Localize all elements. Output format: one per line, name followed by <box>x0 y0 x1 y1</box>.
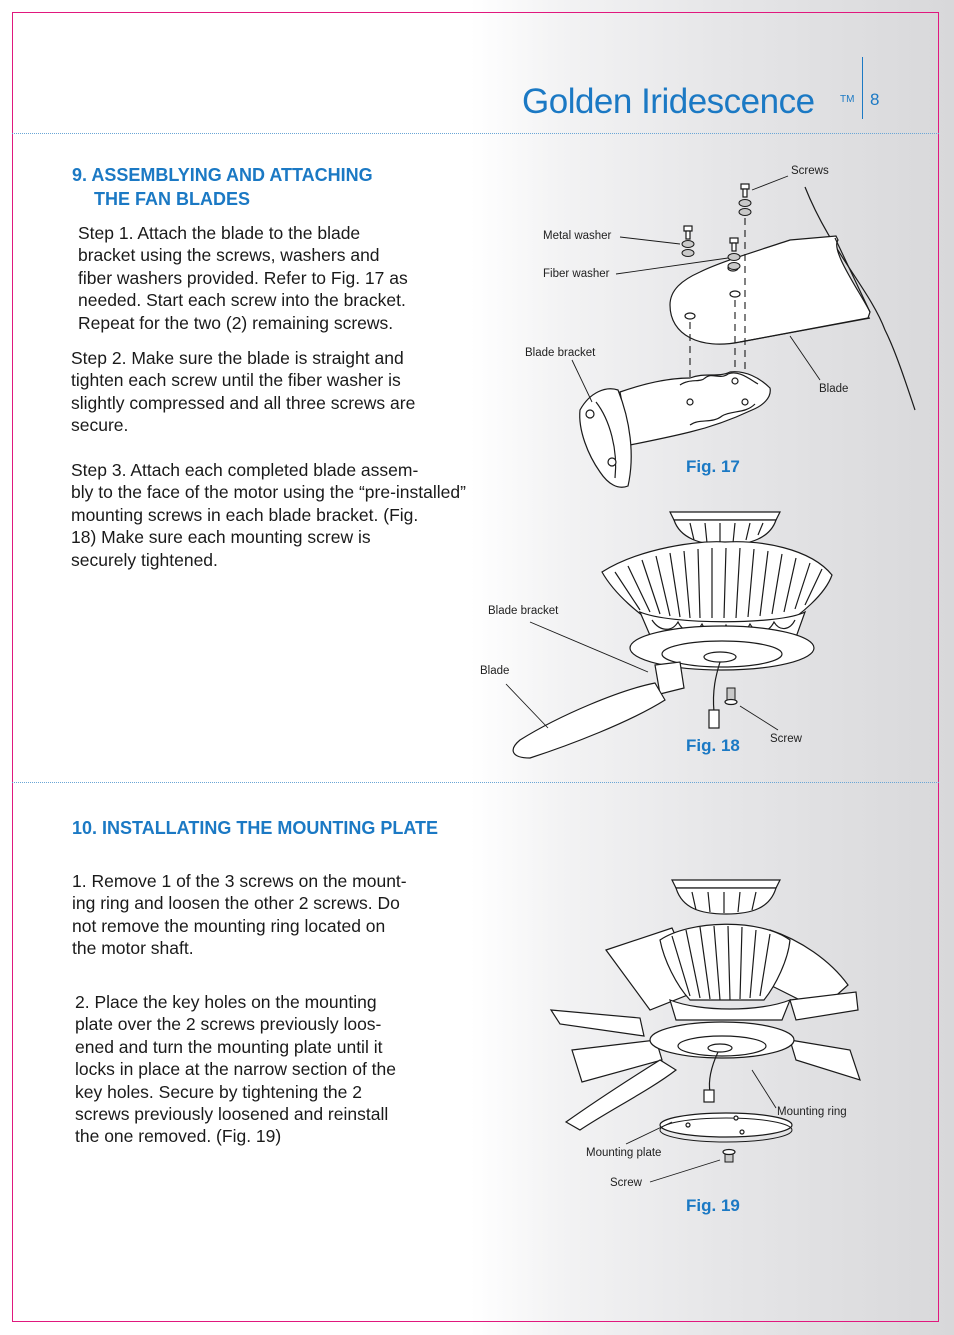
fig17-callout-fiber-washer: Fiber washer <box>543 268 610 280</box>
fig17-blade-plate <box>670 236 870 344</box>
fig18-leader-screw <box>740 706 778 730</box>
section-9-heading-line2: THE FAN BLADES <box>94 189 251 209</box>
fig17-leader-blade <box>790 336 820 380</box>
fig17-bracket-hole <box>687 399 693 405</box>
page-number: 8 <box>870 90 880 109</box>
step-1-line: needed. Start each screw into the bracket. <box>78 290 406 311</box>
fig19-plate-hole <box>734 1116 738 1120</box>
fig18-illustration <box>506 512 832 758</box>
fig18-bracket <box>655 662 684 694</box>
fig18-canopy <box>674 520 776 545</box>
fig17-bracket-hole <box>732 378 738 384</box>
fig19-callout-mounting-ring: Mounting ring <box>777 1106 847 1118</box>
fig19-plate-hole <box>686 1123 690 1127</box>
step-3-line: securely tightened. <box>71 549 218 570</box>
step-1-line: bracket using the screws, washers and <box>78 245 380 266</box>
fig17-callout-screws: Screws <box>791 165 829 177</box>
fig17-screw-head <box>730 238 738 243</box>
item-1-line: the motor shaft. <box>72 938 194 959</box>
document-title: Golden Iridescence <box>522 82 815 121</box>
fig19-leader-mounting-plate <box>626 1122 672 1144</box>
fig18-callout-screw: Screw <box>770 733 802 745</box>
fig17-leader-metal-washer <box>620 237 680 244</box>
section-10-heading: 10. INSTALLATING THE MOUNTING PLATE <box>72 818 438 838</box>
fig17-blade-hole <box>685 313 695 319</box>
fig18-screw <box>727 688 735 700</box>
fig18-blade <box>513 683 665 758</box>
fig19-canopy <box>676 888 776 914</box>
fig19-motor-shaft <box>708 1044 732 1052</box>
fig17-washer <box>739 200 751 207</box>
step-1-line: Repeat for the two (2) remaining screws. <box>78 312 394 333</box>
fig17-screw-shank <box>686 231 690 239</box>
fig18-label: Fig. 18 <box>686 736 740 755</box>
step-2-line: slightly compressed and all three screws are <box>71 392 416 413</box>
fig17-screw-stack <box>728 238 740 270</box>
item-1-line: 1. Remove 1 of the 3 screws on the mount- <box>72 871 407 891</box>
fig18-connector <box>709 710 719 728</box>
fig18-callout-blade: Blade <box>480 665 510 677</box>
item-1-line: not remove the mounting ring located on <box>72 915 386 936</box>
step-2-line: secure. <box>71 415 129 436</box>
fig17-label: Fig. 17 <box>686 457 740 476</box>
fig17-screw-stack <box>682 226 694 257</box>
fig17-leader-screws <box>752 176 788 190</box>
item-2-line: locks in place at the narrow section of the <box>75 1059 397 1080</box>
fig19-callout-screw: Screw <box>610 1177 642 1189</box>
trademark-mark: TM <box>840 94 855 105</box>
fig17-bracket-mount <box>580 389 631 487</box>
fig18-leader-blade <box>506 684 548 728</box>
step-3-line: mounting screws in each blade bracket. (Fig. <box>71 504 419 525</box>
item-2-line: the one removed. (Fig. 19) <box>75 1126 282 1147</box>
fig17-callout-metal-washer: Metal washer <box>543 230 612 242</box>
step-2-line: Step 2. Make sure the blade is straight and <box>71 348 404 368</box>
fig17-washer <box>728 254 740 261</box>
fig17-mount-screw <box>608 458 616 466</box>
fig19-connector <box>704 1090 714 1102</box>
fig17-leader-blade-bracket <box>572 360 592 402</box>
step-1-line: fiber washers provided. Refer to Fig. 17 as <box>78 267 408 288</box>
step-3-line: Step 3. Attach each completed blade assem- <box>71 460 419 480</box>
fig19-screw-head <box>723 1150 735 1155</box>
fig19-callout-mounting-plate: Mounting plate <box>586 1147 662 1159</box>
fig19-blade <box>551 1010 644 1036</box>
fig18-motor-shaft <box>704 652 736 662</box>
fig19-blade <box>790 1040 860 1080</box>
fig17-screw-shank <box>732 243 736 251</box>
fig17-screw-head <box>741 184 749 189</box>
fig19-plate-hole <box>740 1130 744 1134</box>
fig19-mounting-plate <box>660 1113 792 1137</box>
fig19-leader-screw <box>650 1160 720 1182</box>
fig18-screw-head <box>725 700 737 705</box>
fig17-callout-blade: Blade <box>819 383 849 395</box>
step-3-line: bly to the face of the motor using the “pre-installed” <box>71 482 466 503</box>
item-2-line: screws previously loosened and reinstall <box>75 1104 389 1125</box>
fig19-illustration <box>551 880 860 1182</box>
section-9-heading-line1: 9. ASSEMBLYING AND ATTACHING <box>72 165 373 185</box>
fig17-washer <box>682 241 694 248</box>
fig17-washer <box>682 250 694 257</box>
step-3-line: 18) Make sure each mounting screw is <box>71 527 371 548</box>
fig19-leaf-band <box>670 1000 790 1020</box>
step-2-line: tighten each screw until the fiber washer is <box>71 370 401 391</box>
item-2-line: ened and turn the mounting plate until it <box>75 1036 383 1057</box>
fig19-label: Fig. 19 <box>686 1196 740 1215</box>
fig17-screw-shank <box>743 189 747 197</box>
fig17-screw-head <box>684 226 692 231</box>
fig17-blade-hole <box>730 291 740 297</box>
fig17-mount-screw <box>586 410 594 418</box>
item-2-line: plate over the 2 screws previously loos- <box>75 1014 382 1035</box>
fig19-canopy-top <box>672 880 780 888</box>
item-2-line: 2. Place the key holes on the mounting <box>75 992 377 1012</box>
fig17-callout-blade-bracket: Blade bracket <box>525 347 596 359</box>
fig17-illustration <box>572 176 915 487</box>
fig17-bracket-hole <box>742 399 748 405</box>
step-1-line: Step 1. Attach the blade to the blade <box>78 223 361 243</box>
fig19-leader-mounting-ring <box>752 1070 776 1108</box>
item-2-line: key holes. Secure by tightening the 2 <box>75 1081 362 1102</box>
fig17-screw-stack <box>739 184 751 216</box>
fig17-washer <box>728 263 740 270</box>
fig18-callout-blade-bracket: Blade bracket <box>488 605 559 617</box>
fig17-washer <box>739 209 751 216</box>
item-1-line: ing ring and loosen the other 2 screws. Do <box>72 893 400 914</box>
fig18-canopy-top <box>670 512 780 520</box>
